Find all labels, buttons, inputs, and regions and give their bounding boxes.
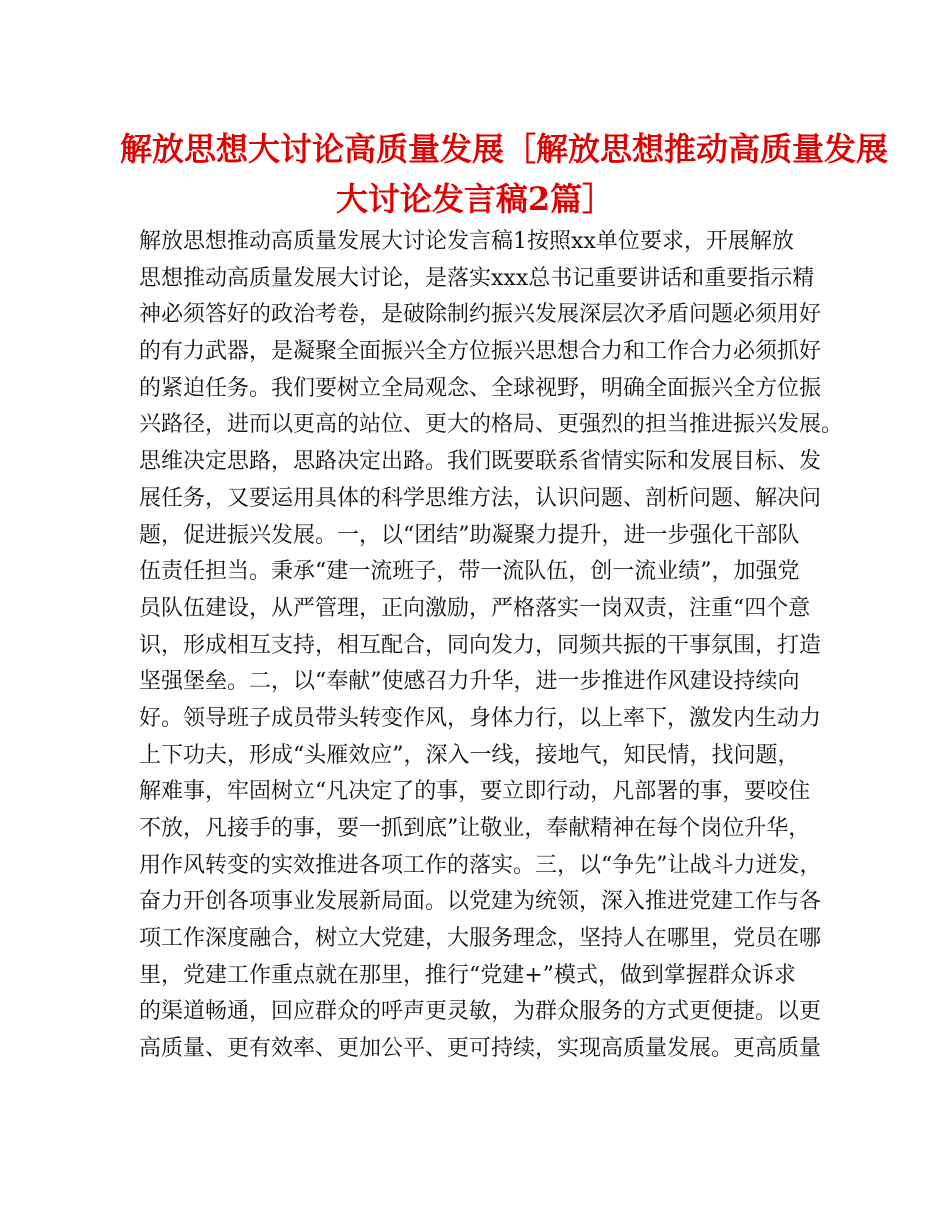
- body-line: 题，促进振兴发展。一，以“团结”助凝聚力提升，进一步强化干部队: [139, 522, 800, 548]
- body-line: 用作风转变的实效推进各项工作的落实。三，以“争先”让战斗力迸发，: [139, 852, 822, 878]
- body-line: 的有力武器，是凝聚全面振兴全方位振兴思想合力和工作合力必须抓好: [139, 339, 822, 365]
- body-line: 解放思想推动高质量发展大讨论发言稿1按照xx单位要求，开展解放: [139, 229, 794, 254]
- body-line: 奋力开创各项事业发展新局面。以党建为统领，深入推进党建工作与各: [139, 889, 822, 915]
- body-line: 兴路径，进而以更高的站位、更大的格局、更强烈的担当推进振兴发展。: [139, 412, 844, 438]
- body-line: 解难事，牢固树立“凡决定了的事，要立即行动，凡部署的事，要咬住: [139, 779, 811, 805]
- body-line: 上下功夫，形成“头雁效应”，深入一线，接地气，知民情，找问题，: [139, 742, 800, 768]
- document-title-line-2: 大讨论发言稿2篇］: [335, 180, 615, 218]
- body-line: 好。领导班子成员带头转变作风，身体力行，以上率下，激发内生动力: [139, 705, 822, 731]
- body-line: 高质量、更有效率、更加公平、更可持续，实现高质量发展。更高质量: [139, 1036, 822, 1062]
- body-line: 员队伍建设，从严管理，正向激励，严格落实一岗双责，注重“四个意: [139, 595, 811, 621]
- body-line: 不放，凡接手的事，要一抓到底”让敬业，奉献精神在每个岗位升华，: [139, 816, 811, 841]
- document-body: [139, 224, 844, 1068]
- body-line: 展任务，又要运用具体的科学思维方法，认识问题、剖析问题、解决问: [139, 485, 822, 511]
- body-line: 项工作深度融合，树立大党建，大服务理念，坚持人在哪里，党员在哪: [139, 926, 822, 952]
- body-line: 思维决定思路，思路决定出路。我们既要联系省情实际和发展目标、发: [139, 449, 822, 475]
- body-line: 的渠道畅通，回应群众的呼声更灵敏，为群众服务的方式更便捷。以更: [139, 999, 822, 1025]
- body-line: 思想推动高质量发展大讨论，是落实xxx总书记重要讲话和重要指示精: [139, 265, 815, 291]
- body-line: 的紧迫任务。我们要树立全局观念、全球视野，明确全面振兴全方位振: [139, 375, 822, 401]
- document-title-line-1: 解放思想大讨论高质量发展［解放思想推动高质量发展: [120, 130, 889, 168]
- body-line: 神必须答好的政治考卷，是破除制约振兴发展深层次矛盾问题必须用好: [139, 302, 822, 328]
- body-line: 坚强堡垒。二，以“奉献”使感召力升华，进一步推进作风建设持续向: [139, 669, 800, 695]
- body-line: 伍责任担当。秉承“建一流班子，带一流队伍，创一流业绩”，加强党: [139, 559, 800, 585]
- body-line: 里，党建工作重点就在那里，推行“党建+”模式，做到掌握群众诉求: [139, 962, 796, 988]
- body-line: 识，形成相互支持，相互配合，同向发力，同频共振的干事氛围，打造: [139, 632, 822, 658]
